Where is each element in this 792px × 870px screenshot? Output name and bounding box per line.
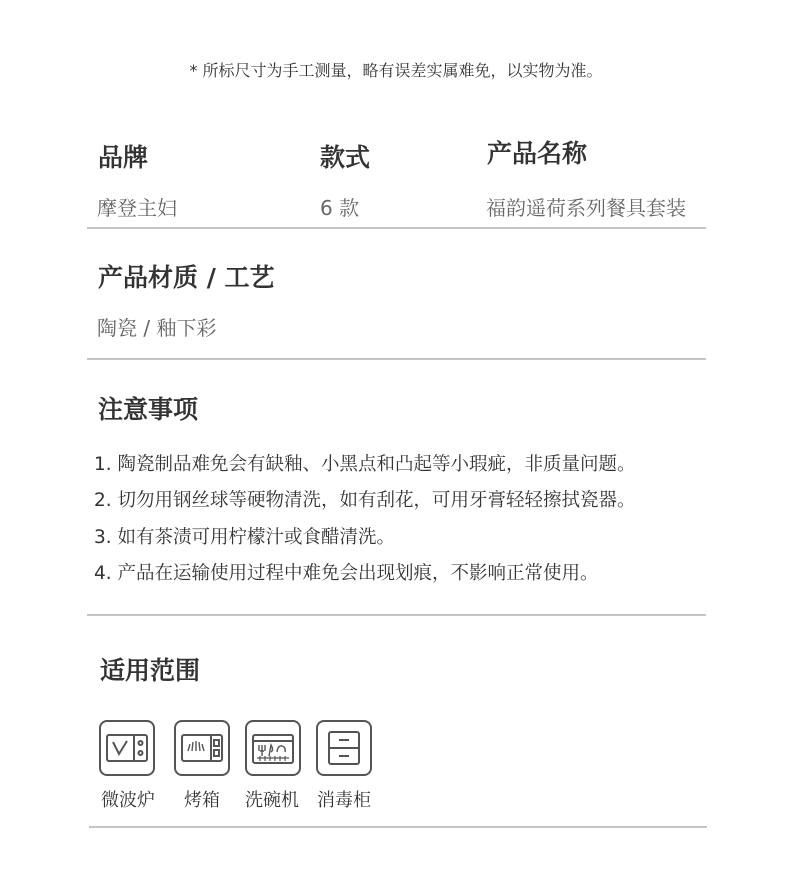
brand-value: 摩登主妇 [97,196,177,220]
notes-item: 2. 切勿用钢丝球等硬物清洗，如有刮花，可用牙膏轻轻擦拭瓷器。 [94,490,636,511]
brand-label: 品牌 [98,143,149,172]
divider-4 [89,826,707,828]
notes-item: 4. 产品在运输使用过程中难免会出现划痕，不影响正常使用。 [94,563,599,584]
oven-icon [174,720,230,776]
material-label: 产品材质 / 工艺 [98,263,275,292]
divider-1 [87,227,706,229]
usage-label-microwave: 微波炉 [101,790,155,811]
usage-label-sterilizer: 消毒柜 [317,790,371,811]
dishwasher-icon [245,720,301,776]
microwave-icon [99,720,155,776]
measurement-note: * 所标尺寸为手工测量，略有误差实属难免，以实物为准。 [189,61,603,80]
divider-2 [87,358,706,360]
notes-title: 注意事项 [98,395,199,424]
notes-item: 3. 如有茶渍可用柠檬汁或食醋清洗。 [94,527,396,548]
product-name-value: 福韵遥荷系列餐具套装 [486,196,686,220]
product-name-label: 产品名称 [487,139,588,168]
usage-title: 适用范围 [100,656,201,685]
style-label: 款式 [320,143,371,172]
divider-3 [87,614,706,616]
notes-item: 1. 陶瓷制品难免会有缺釉、小黑点和凸起等小瑕疵，非质量问题。 [94,454,636,475]
usage-label-dishwasher: 洗碗机 [245,790,299,811]
style-value: 6 款 [320,196,360,220]
usage-label-oven: 烤箱 [184,790,220,811]
material-value: 陶瓷 / 釉下彩 [97,316,217,340]
sterilizer-cabinet-icon [316,720,372,776]
